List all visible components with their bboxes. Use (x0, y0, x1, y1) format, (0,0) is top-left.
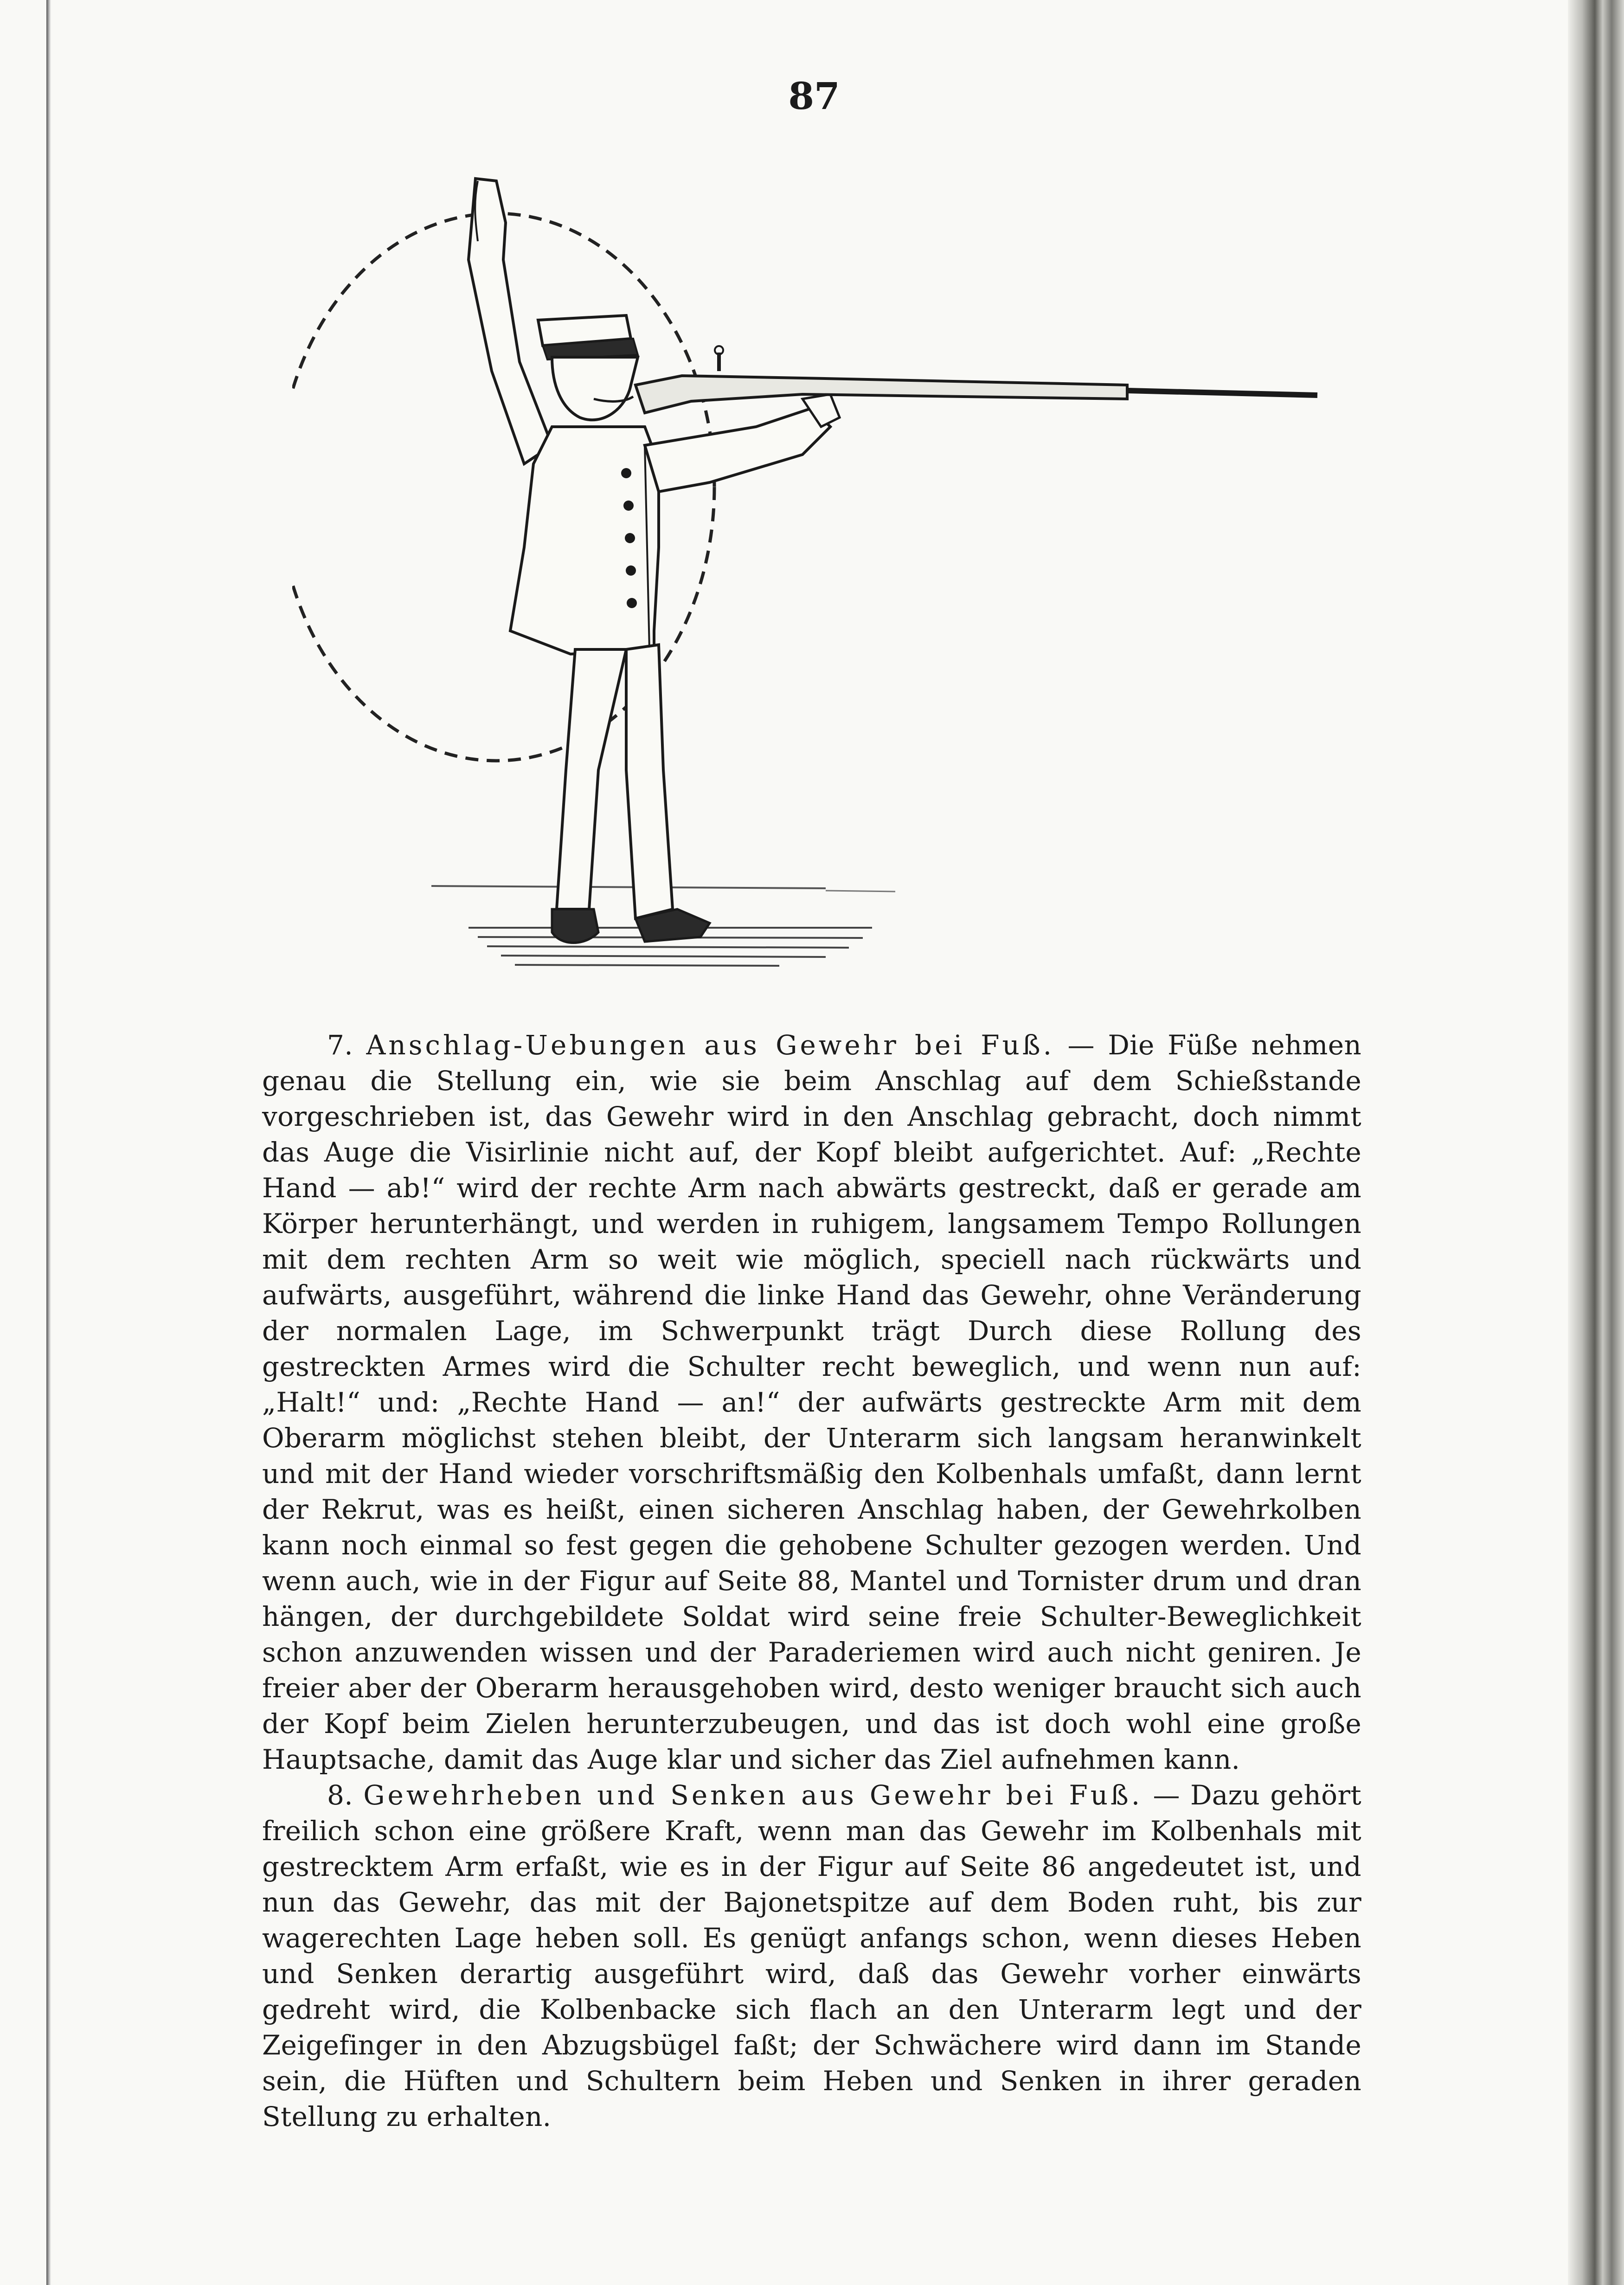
paragraph-text: — Die Füße nehmen genau die Stellung ein, wie sie beim Anschlag auf dem Schießstande vorgeschrieben ist, das Gewehr wird in den Anschlag gebracht, doch nimmt das Auge die Visirlinie nicht auf, der Kopf bleibt aufgerichtet. Auf: „Rechte Hand — ab!“ wird der rechte Arm nach abwärts gestreckt, daß er gerade am Körper herunterhängt, und werden in ruhigem, langsamem Tempo Rollungen mit dem rechten Arm so weit wie möglich, speciell nach rückwärts und aufwärts, ausgeführt, während die linke Hand das Gewehr, ohne Veränderung der normalen Lage, im Schwerpunkt trägt Durch diese Rollung des gestreckten Armes wird die Schulter recht beweglich, und wenn nun auf: „Halt!“ und: „Rechte Hand — an!“ der aufwärts gestreckte Arm mit dem Oberarm möglichst stehen bleibt, der Unterarm sich langsam heranwinkelt und mit der Hand wieder vorschriftsmäßig den Kolbenhals umfaßt, dann lernt der Rekrut, was es heißt, einen sicheren Anschlag haben, der Gewehrkolben kann noch einmal so fest gegen die gehobene Schulter gezogen werden. Und wenn auch, wie in der Figur auf Seite 88, Mantel und Tornister drum und dran hängen, der durchgebildete Soldat wird seine freie Schulter-Beweglichkeit schon anzuwenden wissen und der Paraderiemen wird auch nicht geniren. Je freier aber der Oberarm herausgehoben wird, desto weniger braucht sich auch der Kopf beim Zielen herunterzubeugen, und das ist doch wohl eine große Hauptsache, damit das Auge klar und sicher das Ziel aufnehmen kann. (262, 1029, 1361, 1775)
paragraph-8 (262, 1778, 1361, 2135)
paragraph-7 (262, 1027, 1361, 1778)
page-left-edge (46, 0, 51, 2285)
paragraph-heading: Gewehrheben und Senken aus Gewehr bei Fuß. (363, 1779, 1143, 1811)
book-spine (1568, 0, 1624, 2285)
page-number: 87 (788, 74, 840, 118)
paragraph-number: 7. (327, 1029, 353, 1061)
paragraph-text: — Dazu gehört freilich schon eine größere Kraft, wenn man das Gewehr im Kolbenhals mit gestrecktem Arm erfaßt, wie es in der Figur auf Seite 86 angedeutet ist, und nun das Gewehr, das mit der Bajonetspitze auf dem Boden ruht, bis zur wagerechten Lage heben soll. Es genügt anfangs schon, wenn dieses Heben und Senken derartig ausgeführt wird, daß das Gewehr vorher einwärts gedreht wird, die Kolbenbacke sich flach an den Unterarm legt und der Zeigefinger in den Abzugsbügel faßt; der Schwächere wird dann im Stande sein, die Hüften und Schultern beim Heben und Senken in ihrer geraden Stellung zu erhalten. (262, 1779, 1361, 2132)
paragraph-heading: Anschlag-Uebungen aus Gewehr bei Fuß. (366, 1029, 1055, 1061)
soldier-aiming-rifle-illustration (292, 167, 1331, 993)
body-text (262, 1027, 1361, 2135)
paragraph-number: 8. (327, 1779, 353, 1811)
